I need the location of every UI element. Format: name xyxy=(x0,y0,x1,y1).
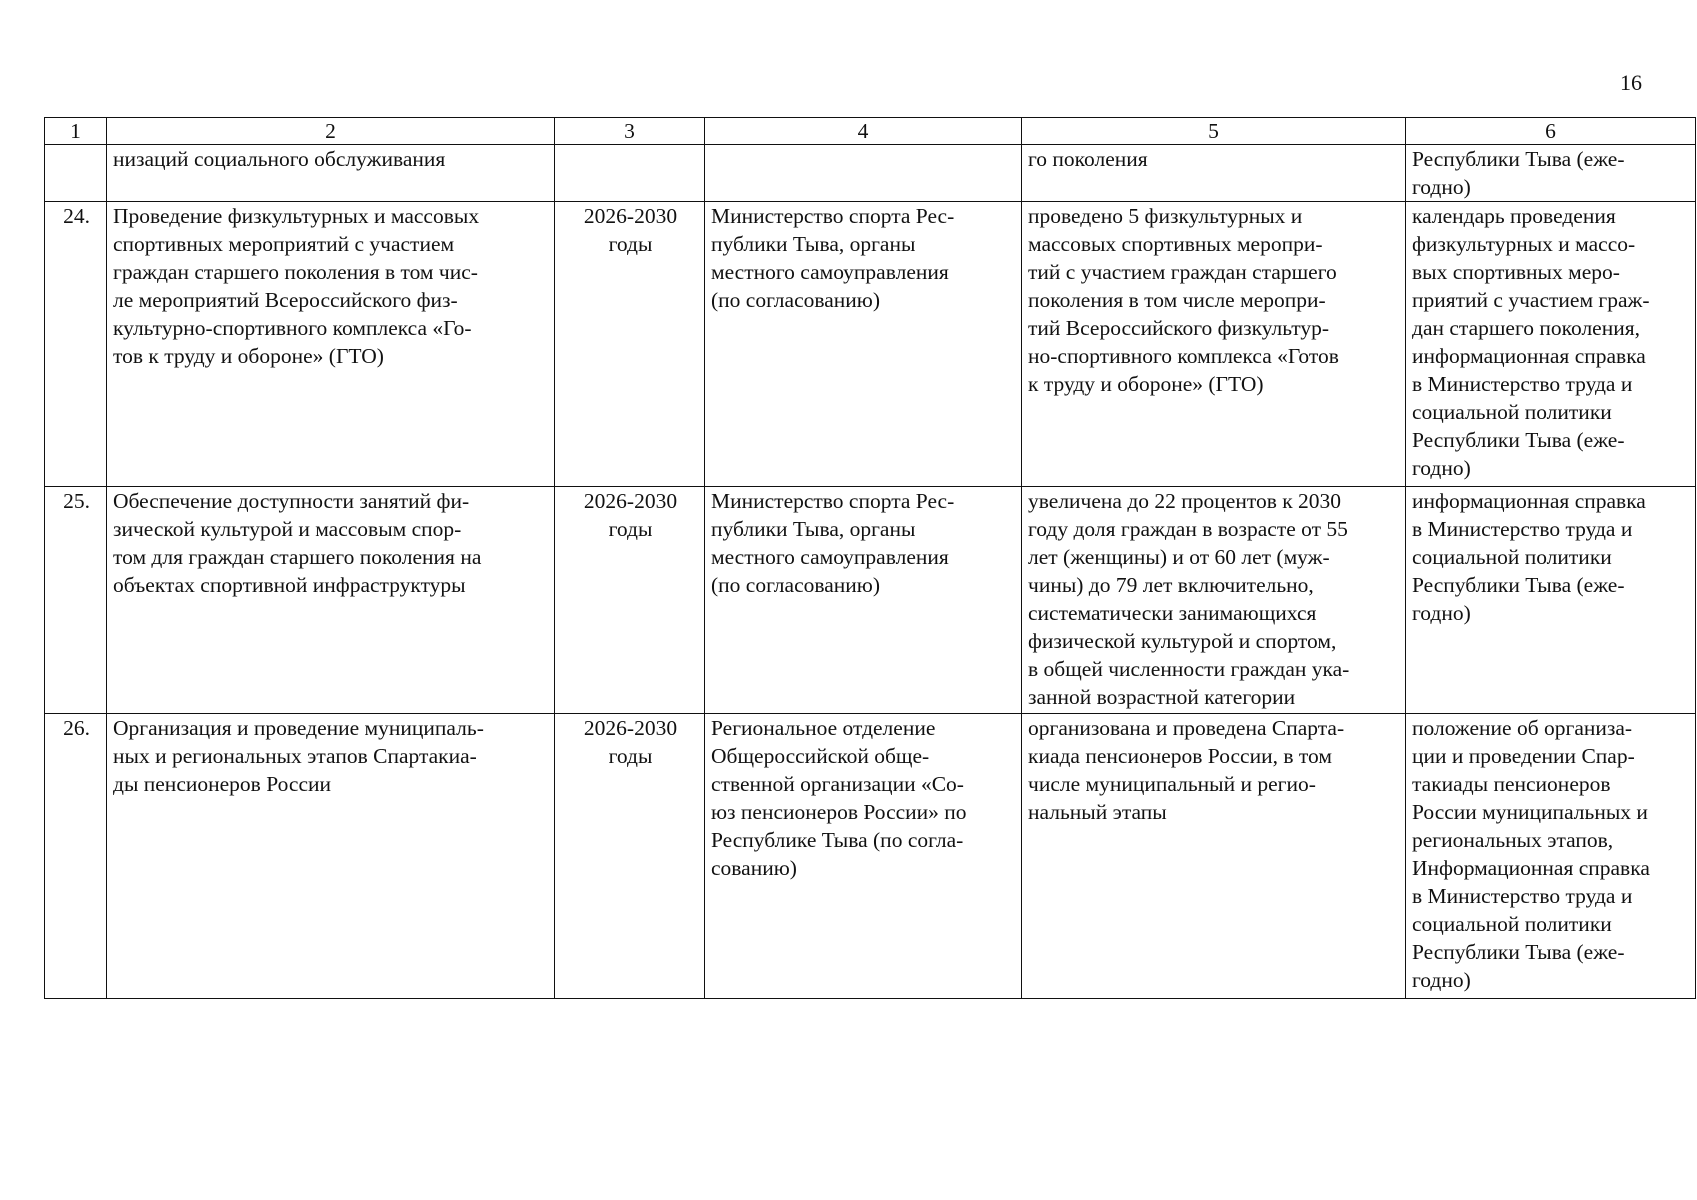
continuation-row xyxy=(45,145,1696,202)
cell-executor: Региональное отделение Общероссийской обще- ственной организации «Со- юз пенсионеров России» по Республике Тыва (по согла- сованию) xyxy=(705,714,1022,999)
cell-event: Организация и проведение муниципаль- ных и региональных этапов Спартакиа- ды пенсионеров России xyxy=(107,714,555,999)
column-number-row xyxy=(45,118,1696,145)
column-header: 4 xyxy=(705,118,1022,145)
cell-term: 2026-2030 годы xyxy=(555,714,705,999)
cell-executor: Министерство спорта Рес- публики Тыва, органы местного самоуправления (по согласованию) xyxy=(705,202,1022,487)
column-header: 5 xyxy=(1022,118,1406,145)
table-row xyxy=(45,714,1696,999)
cell-term: 2026-2030 годы xyxy=(555,202,705,487)
cell-event: Обеспечение доступности занятий фи- зической культурой и массовым спор- том для граждан старшего поколения на объектах спортивной инфраструктуры xyxy=(107,487,555,714)
column-header: 1 xyxy=(45,118,107,145)
cell-executor: Министерство спорта Рес- публики Тыва, органы местного самоуправления (по согласованию) xyxy=(705,487,1022,714)
cell-num xyxy=(45,145,107,202)
column-header: 6 xyxy=(1406,118,1696,145)
cell-result: организована и проведена Спарта- киада пенсионеров России, в том числе муниципальный и регио- нальный этапы xyxy=(1022,714,1406,999)
cell-event: низаций социального обслуживания xyxy=(107,145,555,202)
row-number: 25. xyxy=(45,487,107,714)
cell-term xyxy=(555,145,705,202)
cell-report: Республики Тыва (еже- годно) xyxy=(1406,145,1696,202)
cell-event: Проведение физкультурных и массовых спортивных мероприятий с участием граждан старшего поколения в том чис- ле мероприятий Всероссийского физ- культурно-спортивного комплекса «Го- тов к труду и обороне» (ГТО) xyxy=(107,202,555,487)
column-header: 3 xyxy=(555,118,705,145)
cell-result: увеличена до 22 процентов к 2030 году доля граждан в возрасте от 55 лет (женщины) и от 60 лет (муж- чины) до 79 лет включительно, систематически занимающихся физической культурой и спортом, в общей численности граждан ука- занной возрастной категории xyxy=(1022,487,1406,714)
column-header: 2 xyxy=(107,118,555,145)
row-number: 24. xyxy=(45,202,107,487)
cell-result: проведено 5 физкультурных и массовых спортивных меропри- тий с участием граждан старшего поколения в том числе меропри- тий Всероссийского физкультур- но-спортивного комплекса «Готов к труду и обороне» (ГТО) xyxy=(1022,202,1406,487)
cell-report: информационная справка в Министерство труда и социальной политики Республики Тыва (еже- годно) xyxy=(1406,487,1696,714)
cell-executor xyxy=(705,145,1022,202)
page-number: 16 xyxy=(1620,70,1642,95)
cell-report: календарь проведения физкультурных и массо- вых спортивных меро- приятий с участием граж- дан старшего поколения, информационная справка в Министерство труда и социальной политики Республики Тыва (еже- годно) xyxy=(1406,202,1696,487)
table-row xyxy=(45,487,1696,714)
table-row xyxy=(45,202,1696,487)
cell-term: 2026-2030 годы xyxy=(555,487,705,714)
cell-result: го поколения xyxy=(1022,145,1406,202)
cell-report: положение об организа- ции и проведении Спар- такиады пенсионеров России муниципальных и региональных этапов, Информационная справка в Министерство труда и социальной политики Республики Тыва (еже- годно) xyxy=(1406,714,1696,999)
measures-table xyxy=(44,117,1696,999)
row-number: 26. xyxy=(45,714,107,999)
